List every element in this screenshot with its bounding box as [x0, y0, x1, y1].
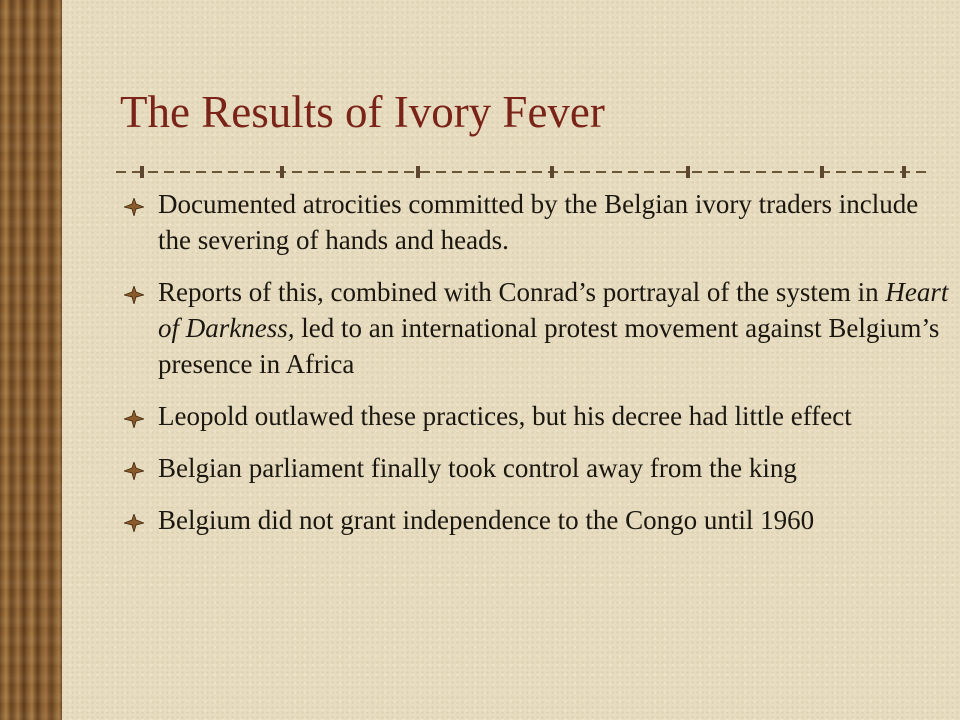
bullet-item — [118, 502, 950, 538]
bullet-item — [118, 274, 950, 382]
bullet-item — [118, 398, 950, 434]
bullet-text: Belgium did not grant independence to the Congo until 1960 — [158, 505, 815, 535]
title-divider — [116, 162, 932, 182]
bullet-item — [118, 450, 950, 486]
wooden-star-bullet-icon — [124, 198, 144, 216]
bullet-item — [118, 186, 950, 258]
bullet-text: Reports of this, combined with Conrad’s portrayal of the system in Heart of Darkness, led to an international protest movement against Belgium’s presence in Africa — [158, 277, 949, 379]
bullet-list — [118, 186, 950, 554]
wood-grain-strip — [0, 0, 62, 720]
bullet-text: Documented atrocities committed by the Belgian ivory traders include the severing of hands and heads. — [158, 189, 919, 255]
wooden-star-bullet-icon — [124, 410, 144, 428]
bullet-text: Leopold outlawed these practices, but his decree had little effect — [158, 401, 852, 431]
wooden-star-bullet-icon — [124, 514, 144, 532]
book-title: Heart of Darkness, — [158, 277, 949, 343]
wooden-star-bullet-icon — [124, 462, 144, 480]
bullet-text: Belgian parliament finally took control away from the king — [158, 453, 797, 483]
wooden-star-bullet-icon — [124, 286, 144, 304]
slide-title: The Results of Ivory Fever — [120, 87, 605, 137]
